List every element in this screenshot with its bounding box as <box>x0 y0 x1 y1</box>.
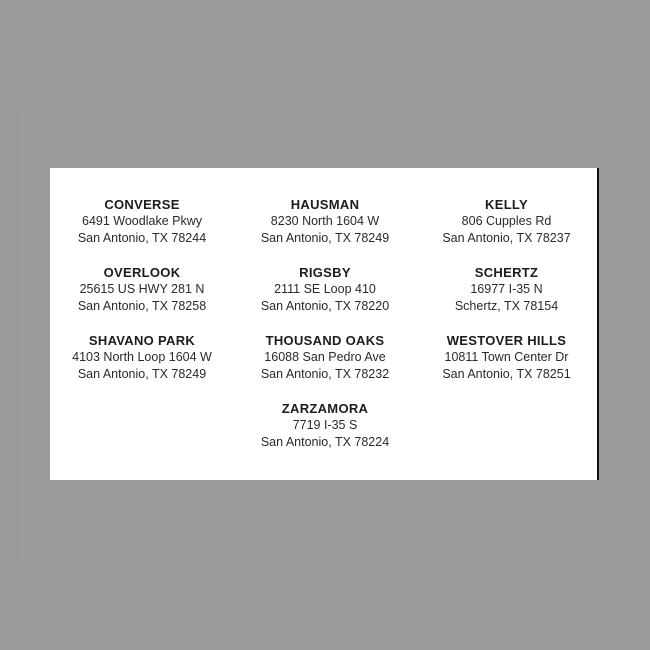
location-city: San Antonio, TX 78249 <box>260 230 390 245</box>
locations-grid <box>50 196 597 450</box>
location-street: 4103 North Loop 1604 W <box>72 350 212 364</box>
location-name: OVERLOOK <box>103 265 181 280</box>
location-shavano-park <box>50 332 234 382</box>
location-street: 6491 Woodlake Pkwy <box>82 214 202 228</box>
location-converse <box>50 196 234 246</box>
location-hausman <box>234 196 416 246</box>
location-name: KELLY <box>485 197 528 212</box>
location-name: ZARZAMORA <box>281 401 369 416</box>
location-name: RIGSBY <box>299 265 351 280</box>
location-street: 16088 San Pedro Ave <box>264 350 386 364</box>
location-city: San Antonio, TX 78258 <box>77 298 207 313</box>
location-zarzamora <box>234 400 416 450</box>
location-city: San Antonio, TX 78220 <box>260 298 390 313</box>
location-name: CONVERSE <box>104 197 180 212</box>
location-street: 7719 I-35 S <box>292 418 358 432</box>
locations-card <box>50 168 599 480</box>
location-street: 2111 SE Loop 410 <box>274 282 376 296</box>
location-city: San Antonio, TX 78244 <box>77 230 207 245</box>
location-city: San Antonio, TX 78232 <box>260 366 390 381</box>
background-divider <box>17 112 18 562</box>
location-name: SHAVANO PARK <box>88 333 196 348</box>
location-city: Schertz, TX 78154 <box>454 298 559 313</box>
location-city: San Antonio, TX 78224 <box>260 434 390 449</box>
location-name: SCHERTZ <box>474 265 539 280</box>
location-rigsby <box>234 264 416 314</box>
location-city: San Antonio, TX 78237 <box>442 230 571 245</box>
location-overlook <box>50 264 234 314</box>
location-name: WESTOVER HILLS <box>446 333 567 348</box>
location-thousand-oaks <box>234 332 416 382</box>
location-westover-hills <box>416 332 597 382</box>
location-street: 806 Cupples Rd <box>461 214 552 228</box>
location-street: 25615 US HWY 281 N <box>79 282 205 296</box>
location-kelly <box>416 196 597 246</box>
location-street: 10811 Town Center Dr <box>444 350 569 364</box>
location-name: THOUSAND OAKS <box>265 333 385 348</box>
location-city: San Antonio, TX 78249 <box>77 366 207 381</box>
location-schertz <box>416 264 597 314</box>
location-name: HAUSMAN <box>290 197 360 212</box>
location-street: 16977 I-35 N <box>470 282 543 296</box>
location-city: San Antonio, TX 78251 <box>442 366 571 381</box>
location-street: 8230 North 1604 W <box>270 214 380 228</box>
